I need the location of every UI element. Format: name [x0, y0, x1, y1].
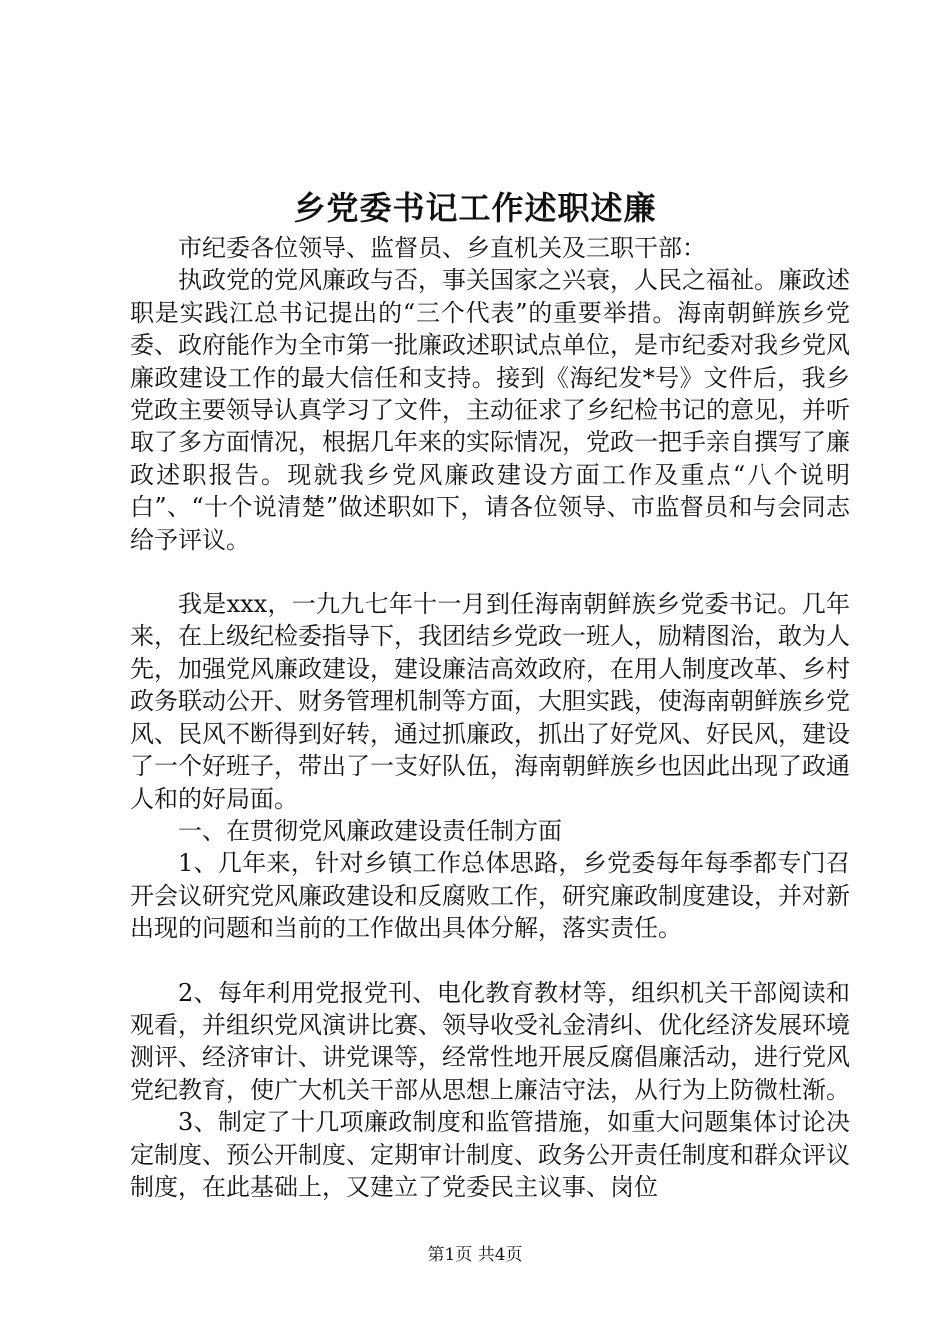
item-2-paragraph: 2、每年利用党报党刊、电化教育教材等，组织机关干部阅读和观看，并组织党风演讲比赛、领导收受礼金清纠、优化经济发展环境测评、经济审计、讲党课等，经常性地开展反腐倡廉活动，进行党风党纪教育，使广大机关干部从思想上廉洁守法，从行为上防微杜渐。 — [130, 978, 850, 1104]
document-body — [130, 232, 850, 1203]
item-3-paragraph: 3、制定了十几项廉政制度和监管措施，如重大问题集体讨论决定制度、预公开制度、定期审计制度、政务公开责任制度和群众评议制度，在此基础上，又建立了党委民主议事、岗位 — [130, 1108, 850, 1201]
section-heading: 一、在贯彻党风廉政建设责任制方面 — [178, 816, 562, 845]
document-title: 乡党委书记工作述职述廉 — [293, 189, 657, 227]
self-introduction-paragraph: 我是xxx，一九九七年十一月到任海南朝鲜族乡党委书记。几年来，在上级纪检委指导下，我团结乡党政一班人，励精图治，敢为人先，加强党风廉政建设，建设廉洁高效政府，在用人制度改革、乡村政务联动公开、财务管理机制等方面，大胆实践，使海南朝鲜族乡党风、民风不断得到好转，通过抓廉政，抓出了好党风、好民风，建设了一个好班子，带出了一支好队伍，海南朝鲜族乡也因此出现了政通人和的好局面。 — [130, 590, 850, 813]
intro-paragraph: 执政党的党风廉政与否，事关国家之兴衰，人民之福祉。廉政述职是实践江总书记提出的“三个代表”的重要举措。海南朝鲜族乡党委、政府能作为全市第一批廉政述职试点单位，是市纪委对我乡党风廉政建设工作的最大信任和支持。接到《海纪发*号》文件后，我乡党政主要领导认真学习了文件，主动征求了乡纪检书记的意见，并听取了多方面情况，根据几年来的实际情况，党政一把手亲自撰写了廉政述职报告。现就我乡党风廉政建设方面工作及重点“八个说明白”、“十个说清楚”做述职如下，请各位领导、市监督员和与会同志给予评议。 — [130, 266, 850, 554]
page-footer: 第1页 共4页 — [427, 1245, 523, 1265]
item-1-paragraph: 1、几年来，针对乡镇工作总体思路，乡党委每年每季都专门召开会议研究党风廉政建设和反腐败工作，研究廉政制度建设，并对新出现的问题和当前的工作做出具体分解，落实责任。 — [130, 849, 850, 943]
salutation-paragraph: 市纪委各位领导、监督员、乡直机关及三职干部： — [178, 234, 706, 262]
